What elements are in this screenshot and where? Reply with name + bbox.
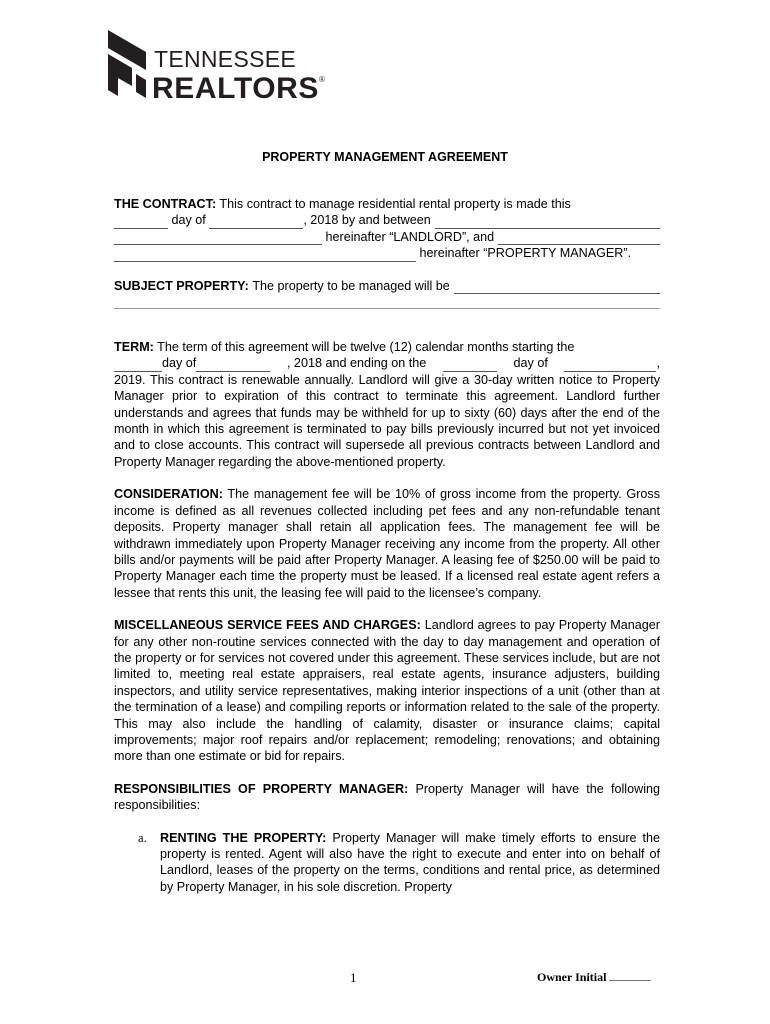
document-title: PROPERTY MANAGEMENT AGREEMENT (262, 150, 508, 164)
blank-month-field[interactable] (209, 216, 303, 229)
contract-line-2 (114, 212, 660, 228)
tennessee-realtors-logo (106, 28, 336, 105)
blank-landlord-name-field[interactable] (435, 216, 660, 229)
contract-year-between: , 2018 by and between (303, 213, 431, 228)
renting-heading: RENTING THE PROPERTY: (160, 830, 327, 845)
section-misc-fees (114, 617, 660, 765)
misc-heading: MISCELLANEOUS SERVICE FEES AND CHARGES: (114, 618, 421, 633)
page-number: 1 (350, 970, 357, 985)
contract-heading: THE CONTRACT: (114, 197, 217, 211)
contract-landlord-label: hereinafter “LANDLORD”, and (325, 229, 495, 244)
contract-day-of: day of (171, 213, 206, 228)
owner-initial-label: Owner Initial (537, 970, 607, 984)
section-consideration (114, 486, 660, 601)
registered-mark: ® (319, 75, 326, 84)
section-contract (114, 196, 660, 262)
blank-manager-name-field[interactable] (498, 232, 660, 245)
subject-line-1 (114, 278, 660, 294)
subject-heading: SUBJECT PROPERTY: (114, 278, 249, 293)
owner-initial (537, 970, 651, 985)
blank-landlord-field[interactable] (114, 232, 322, 245)
section-subject-property (114, 278, 660, 309)
blank-day-field[interactable] (114, 216, 168, 229)
list-marker-a: a. (138, 830, 147, 845)
list-item-renting (114, 830, 660, 896)
term-day-of-2: day of (513, 356, 548, 371)
term-heading: TERM: (114, 340, 154, 355)
blank-property-field-2[interactable] (114, 296, 660, 309)
contract-line-3 (114, 229, 660, 245)
consideration-text: The management fee will be 10% of gross income from the property. Gross income is defined as all revenues collected including pet fees and any non-refundable tenant deposits. Property manager shall retain all application fees. The management fee will be withdrawn immediately upon Property Manager receiving any income from the property. All other bills and/or payments will be paid after Property Manager. A leasing fee of $250.00 will be paid to Property Manager each time the property must be leased. If a licensed real estate agent refers a lessee that rents this unit, the leasing fee will paid to the licensee’s company. (114, 487, 660, 600)
section-responsibilities (114, 781, 660, 814)
responsibilities-text: Property Manager will have the following responsibilities: (114, 781, 660, 813)
contract-text: This contract to manage residential rental property is made this (219, 197, 571, 211)
blank-end-day-field[interactable] (443, 359, 497, 372)
term-day-of-1: day of (162, 356, 197, 371)
blank-manager-field[interactable] (114, 249, 416, 262)
blank-property-field[interactable] (454, 281, 660, 294)
tennessee-realtors-logo-icon (106, 28, 152, 100)
contract-manager-label: hereinafter “PROPERTY MANAGER”. (419, 246, 632, 261)
consideration-heading: CONSIDERATION: (114, 487, 223, 502)
misc-text: Landlord agrees to pay Property Manager for any other non-routine services connected with the day to day management and operation of the property or for services not covered under this agreement. These services include, but are not limited to, meeting real estate appraisers, real estate agents, insurance adjusters, building inspectors, and utility service representatives, making interior inspections of a unit (other than at the termination of a lease) and compiling reports or information related to the sale of the property. This may also include the handling of calamity, disaster or insurance claims; capital improvements; major roof repairs and/or replacement; remodeling; renovations; and obtaining more than one estimate or bid for repairs. (114, 618, 660, 764)
blank-end-month-field[interactable] (564, 359, 656, 372)
blank-start-day-field[interactable] (114, 359, 162, 372)
term-ending-text: , 2018 and ending on the (286, 356, 427, 371)
term-text-2: 2019. This contract is renewable annually. Landlord will give a 30-day written notice to Property Manager prior to expiration of this contract to terminate this agreement. Landlord further understands and agrees that funds may be withheld for up to sixty (60) days after the end of the month in which this agreement is terminated to pay bills previously incurred but not yet invoiced and to close accounts. This contract will supersede all previous contracts between Landlord and Property Manager regarding the above-mentioned property. (114, 372, 660, 469)
logo-line-realtors: REALTORS® (152, 72, 326, 105)
term-comma: , (656, 356, 660, 371)
responsibilities-heading: RESPONSIBILITIES OF PROPERTY MANAGER: (114, 781, 409, 796)
term-line-2 (114, 355, 660, 371)
contract-line-4 (114, 245, 660, 261)
subject-text: The property to be managed will be (252, 278, 450, 293)
agreement-body (114, 196, 660, 895)
term-text-1: The term of this agreement will be twelve (12) calendar months starting the (157, 340, 575, 355)
section-term (114, 339, 660, 470)
renting-text: Property Manager will make timely efforts to ensure the property is rented. Agent will also have the right to execute and enter into on behalf of Landlord, leases of the property on the terms, conditions and rental price, as determined by Property Manager, in his sole discretion. Property (160, 830, 661, 894)
blank-start-month-field[interactable] (196, 359, 270, 372)
owner-initial-field[interactable] (609, 970, 651, 981)
logo-line-tennessee: TENNESSEE (154, 46, 297, 72)
